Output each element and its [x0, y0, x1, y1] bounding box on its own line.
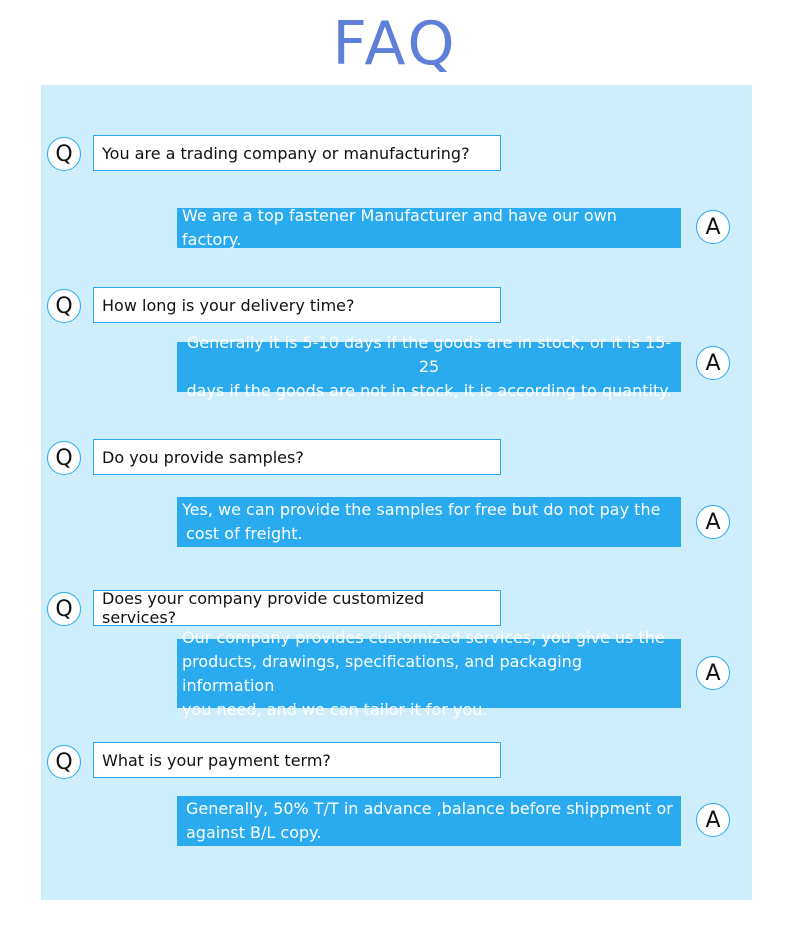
faq-question-1: You are a trading company or manufacturing? [93, 135, 501, 171]
answer-badge-icon: A [696, 505, 730, 539]
answer-line: you need, and we can tailor it for you. [182, 699, 488, 719]
faq-question-5: What is your payment term? [93, 742, 501, 778]
faq-answer-3 [177, 497, 681, 547]
faq-answer-1 [177, 208, 681, 248]
faq-question-2: How long is your delivery time? [93, 287, 501, 323]
answer-line: against B/L copy. [186, 823, 322, 842]
page-title: FAQ [332, 9, 458, 79]
answer-badge-icon: A [696, 346, 730, 380]
answer-badge-icon: A [696, 210, 730, 244]
faq-question-4: Does your company provide customized services? [93, 590, 501, 626]
question-badge-icon: Q [47, 592, 81, 626]
faq-question-3: Do you provide samples? [93, 439, 501, 475]
answer-line: We are a top fastener Manufacturer and have our own factory. [182, 206, 617, 249]
answer-line: Generally, 50% T/T in advance ,balance before shippment or [186, 799, 673, 818]
answer-line: cost of freight. [186, 524, 303, 543]
answer-line: days if the goods are not in stock, it is according to quantity. [186, 381, 672, 400]
answer-line: Generally it is 5-10 days if the goods are in stock, or it is 15-25 [186, 333, 672, 376]
answer-badge-icon: A [696, 803, 730, 837]
answer-badge-icon: A [696, 656, 730, 690]
answer-line: Our company provides customized services, you give us the [182, 627, 665, 647]
question-badge-icon: Q [47, 745, 81, 779]
question-badge-icon: Q [47, 289, 81, 323]
faq-answer-5 [177, 796, 681, 846]
faq-answer-4 [177, 627, 681, 719]
answer-line: Yes, we can provide the samples for free but do not pay the [182, 500, 661, 519]
question-badge-icon: Q [47, 137, 81, 171]
question-badge-icon: Q [47, 441, 81, 475]
faq-answer-2 [177, 333, 681, 400]
answer-line: products, drawings, specifications, and packaging information [182, 651, 582, 695]
